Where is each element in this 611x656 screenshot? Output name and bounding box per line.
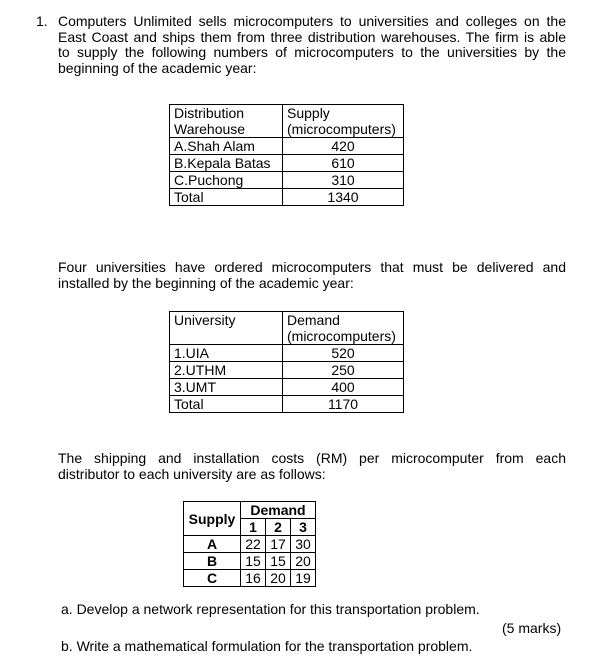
supply-table (169, 104, 404, 206)
row-label: C (184, 570, 241, 587)
demand-header-demand (283, 312, 404, 345)
cost-cell: 19 (291, 570, 316, 587)
table-row (170, 138, 404, 155)
cost-cell: 22 (241, 536, 266, 553)
table-row (184, 570, 316, 587)
supply-value: 610 (283, 155, 404, 172)
table-row (170, 189, 404, 206)
header-text: Demand (287, 312, 340, 328)
demand-intro-line: Four universities have ordered microcomputers that must be delivered and (58, 259, 566, 275)
cost-cell: 15 (266, 553, 291, 570)
supply-value: 1340 (283, 189, 404, 206)
table-row (170, 155, 404, 172)
demand-header-university: University (170, 312, 283, 345)
task-b: b. Write a mathematical formulation for the transportation problem. (61, 638, 473, 654)
intro-line: East Coast and ships them from three distribution warehouses. The firm is able (58, 28, 566, 45)
table-row (184, 536, 316, 553)
column-header: 1 (241, 519, 266, 536)
intro-paragraph (58, 14, 566, 76)
university-name: Total (170, 396, 283, 413)
university-name: 1.UIA (170, 345, 283, 362)
demand-table (169, 311, 404, 413)
intro-line: beginning of the academic year: (58, 59, 257, 76)
demand-value: 250 (283, 362, 404, 379)
cost-intro-paragraph (58, 451, 566, 482)
cost-cell: 30 (291, 536, 316, 553)
cost-intro-line: distributor to each university are as follows: (58, 465, 326, 482)
demand-intro-line: installed by the beginning of the academic year: (58, 274, 354, 291)
cost-cell: 15 (241, 553, 266, 570)
table-row (170, 379, 404, 396)
warehouse-name: A.Shah Alam (170, 138, 283, 155)
column-header: 3 (291, 519, 316, 536)
warehouse-name: Total (170, 189, 283, 206)
supply-header-warehouse (170, 105, 283, 138)
cost-intro-line: The shipping and installation costs (RM) per microcomputer from each (58, 450, 566, 466)
row-label: A (184, 536, 241, 553)
demand-label: Demand (241, 502, 316, 519)
question-number: 1. (36, 13, 48, 29)
cost-cell: 20 (266, 570, 291, 587)
demand-value: 400 (283, 379, 404, 396)
table-row (170, 345, 404, 362)
cost-table (183, 501, 316, 587)
warehouse-name: B.Kepala Batas (170, 155, 283, 172)
warehouse-name: C.Puchong (170, 172, 283, 189)
column-header: 2 (266, 519, 291, 536)
supply-value: 420 (283, 138, 404, 155)
demand-value: 1170 (283, 396, 404, 413)
demand-value: 520 (283, 345, 404, 362)
supply-header-supply (283, 105, 404, 138)
header-text: (microcomputers) (287, 121, 396, 137)
supply-label: Supply (184, 502, 241, 536)
cost-cell: 17 (266, 536, 291, 553)
university-name: 3.UMT (170, 379, 283, 396)
intro-line: to supply the following numbers of microcomputers to the universities by the (58, 44, 566, 60)
task-a: a. Develop a network representation for this transportation problem. (61, 601, 480, 617)
university-name: 2.UTHM (170, 362, 283, 379)
table-row (184, 553, 316, 570)
table-row (170, 172, 404, 189)
row-label: B (184, 553, 241, 570)
header-text: (microcomputers) (287, 328, 396, 344)
task-a-marks: (5 marks) (502, 620, 562, 636)
header-text: Supply (287, 105, 330, 121)
demand-intro-paragraph (58, 260, 566, 291)
cost-cell: 16 (241, 570, 266, 587)
table-row (170, 362, 404, 379)
header-text: Distribution (174, 105, 245, 121)
supply-value: 310 (283, 172, 404, 189)
intro-line: Computers Unlimited sells microcomputers to universities and colleges on the (58, 13, 566, 29)
cost-cell: 20 (291, 553, 316, 570)
table-row (170, 396, 404, 413)
header-text: Warehouse (174, 121, 246, 137)
